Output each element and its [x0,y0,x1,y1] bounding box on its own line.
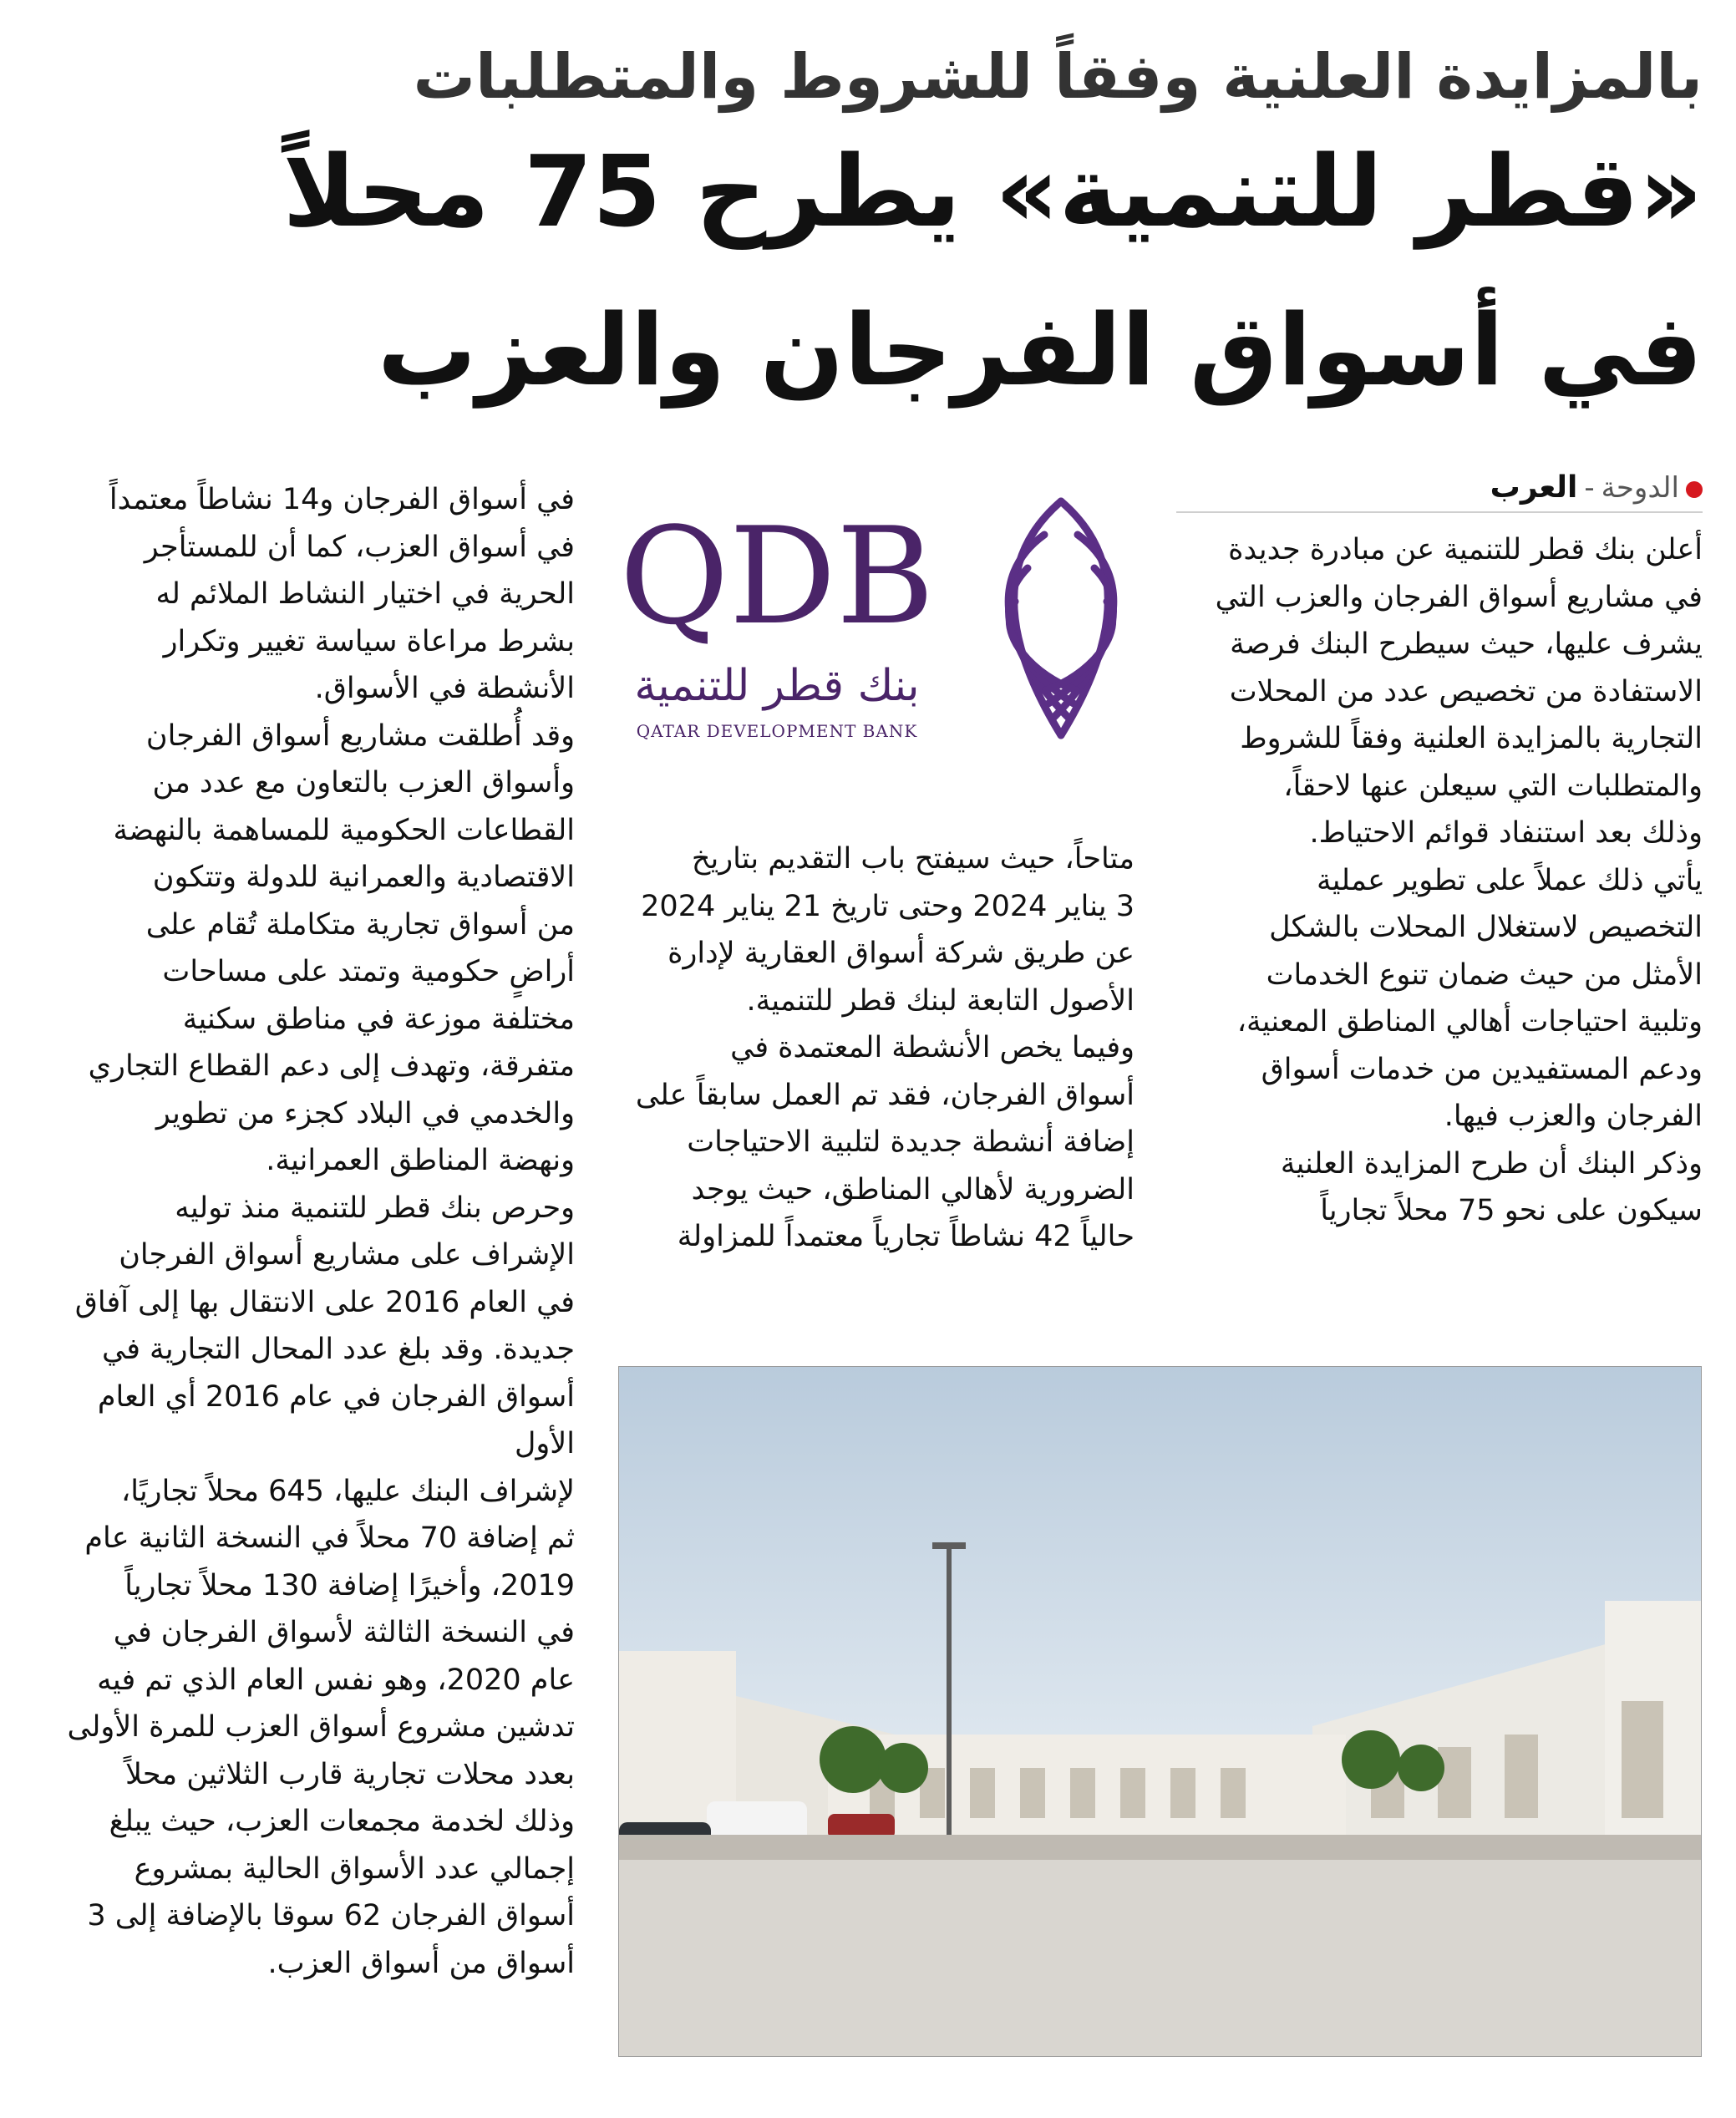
photo-illustration [619,1367,1701,2056]
qdb-english-name: QATAR DEVELOPMENT BANK [636,721,918,741]
headline-line-2: في أسواق الفرجان والعزب [377,292,1703,408]
qdb-emblem-icon [969,485,1153,752]
market-plaza-photo [618,1366,1702,2057]
qdb-arabic-name: بنك قطر للتنمية [634,661,920,711]
article-kicker: بالمزايدة العلنية وفقاً للشروط والمتطلبات [413,41,1703,113]
newspaper-logo: العرب [1490,470,1578,505]
headline-line-1: «قطر للتنمية» يطرح 75 محلاً [282,134,1703,249]
qdb-letters: QDB [619,498,935,654]
article-column-left: في أسواق الفرجان و14 نشاطاً معتمداً في أسواق العزب، كما أن للمستأجر الحرية في اختيار النشاط الملائم له بشرط مراعاة سياسة تغيير وتكرار الأنشطة في الأسواق. وقد أُطلقت مشاريع أسواق الفرجان وأسواق العزب بالتعاون مع عدد من القطاعات الحكومية للمساهمة بالنهضة الاقتصادية والعمرانية للدولة وتتكون من أسواق تجارية متكاملة تُقام على أراضٍ حكومية وتمتد على مساحات مختلفة موزعة في مناطق سكنية متفرقة، وتهدف إلى دعم القطاع التجاري والخدمي في البلاد كجزء من تطوير ونهضة المناطق العمرانية. وحرص بنك قطر للتنمية منذ توليه الإشراف على مشاريع أسواق الفرجان في العام 2016 على الانتقال بها إلى آفاق جديدة. وقد بلغ عدد المحال التجارية في أسواق الفرجان في عام 2016 أي العام الأول لإشراف البنك عليها، 645 محلاً تجاريًا، ثم إضافة 70 محلاً في النسخة الثانية عام 2019، وأخيرًا إضافة 130 محلاً تجارياً في النسخة الثالثة لأسواق الفرجان في عام 2020، وهو نفس العام الذي تم فيه تدشين مشروع أسواق العزب للمرة الأولى بعدد محلات تجارية قارب الثلاثين محلاً وذلك لخدمة مجمعات العزب، حيث يبلغ إجمالي عدد الأسواق الحالية بمشروع أسواق الفرجان 62 سوقا بالإضافة إلى 3 أسواق من أسواق العزب. [67,483,575,1980]
byline-separator: - [1584,471,1595,505]
byline-city: الدوحة [1601,471,1679,505]
qdb-logo [618,480,1153,756]
byline [1176,465,1703,513]
article-column-middle: متاحاً، حيث سيفتح باب التقديم بتاريخ 3 يناير 2024 وحتى تاريخ 21 يناير 2024 عن طريق شركة أسواق العقارية لإدارة الأصول التابعة لبنك قطر للتنمية. وفيما يخص الأنشطة المعتمدة في أسواق الفرجان، فقد تم العمل سابقاً على إضافة أنشطة جديدة لتلبية الاحتياجات الضرورية لأهالي المناطق، حيث يوجد حالياً 42 نشاطاً تجارياً معتمداً للمزاولة [635,842,1134,1253]
article-column-right: أعلن بنك قطر للتنمية عن مبادرة جديدة في مشاريع أسواق الفرجان والعزب التي يشرف عليها، حيث سيطرح البنك فرصة الاستفادة من تخصيص عدد من المحلات التجارية بالمزايدة العلنية وفقاً للشروط والمتطلبات التي سيعلن عنها لاحقاً، وذلك بعد استنفاد قوائم الاحتياط. يأتي ذلك عملاً على تطوير عملية التخصيص لاستغلال المحلات بالشكل الأمثل من حيث ضمان تنوع الخدمات وتلبية احتياجات أهالي المناطق المعنية، ودعم المستفيدين من خدمات أسواق الفرجان والعزب فيها. وذكر البنك أن طرح المزايدة العلنية سيكون على نحو 75 محلاً تجارياً [1215,533,1703,1227]
byline-dot-icon [1686,481,1703,498]
